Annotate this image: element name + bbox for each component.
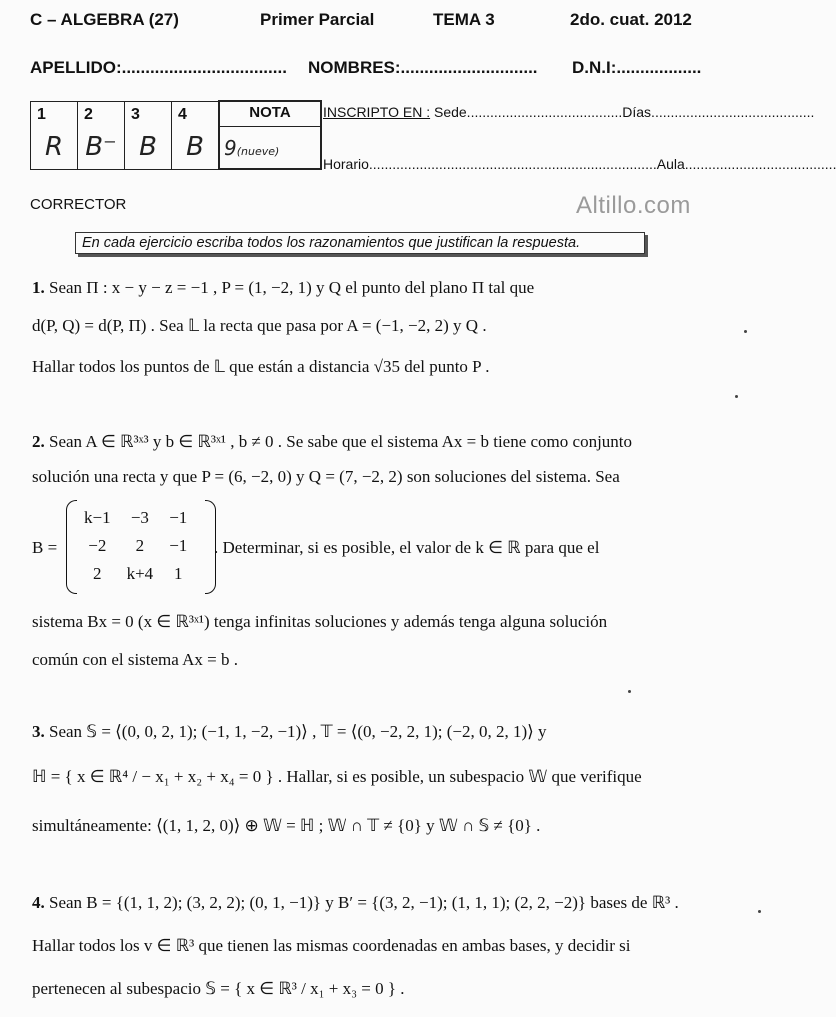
nota-divider <box>220 126 320 127</box>
exercise-2-line-4: sistema Bx = 0 (x ∈ ℝ³ˣ¹) tenga infinitas soluciones y además tenga alguna solución <box>32 612 608 631</box>
scan-speck <box>735 395 738 398</box>
final-grade <box>224 136 318 160</box>
exercise-1-line-3: Hallar todos los puntos de 𝕃 que están a distancia √35 del punto P . <box>32 357 490 376</box>
apellido-field: APELLIDO:................................... <box>30 58 287 77</box>
matrix-row <box>76 532 195 560</box>
nombres-field: NOMBRES:............................. <box>308 58 538 77</box>
exercise-3-line-1 <box>32 721 547 743</box>
grade-cell-4 <box>172 101 220 169</box>
matrix-entry: k+4 <box>126 564 154 583</box>
exercise-3-line-2: ℍ = { x ∈ ℝ⁴ / − x₁ + x₂ + x₄ = 0 } . Hallar, si es posible, un subespacio 𝕎 que verifique <box>32 767 642 786</box>
matrix-b-label: B = <box>32 538 58 557</box>
matrix-entry: −2 <box>88 536 107 555</box>
exercise-4-line-1 <box>32 892 679 914</box>
exercise-2-line-5: común con el sistema Ax = b . <box>32 650 239 669</box>
handwritten-grade: B <box>139 131 157 162</box>
nota-label: NOTA <box>249 104 291 121</box>
exercise-1-text: Sean Π : x − y − z = −1 , P = (1, −2, 1) y Q el punto del plano Π tal que <box>49 278 535 297</box>
exercise-1-line-2: d(P, Q) = d(P, Π) . Sea 𝕃 la recta que pasa por A = (−1, −2, 2) y Q . <box>32 316 487 335</box>
exam-name: Primer Parcial <box>260 10 375 29</box>
exercise-4-number: 4. <box>32 893 45 912</box>
scan-speck <box>744 330 747 333</box>
exercise-2-line-3: . Determinar, si es posible, el valor de k ∈ ℝ para que el <box>214 538 600 557</box>
exercise-1-line-1 <box>32 277 534 299</box>
exam-header <box>30 10 750 36</box>
nota-cell <box>219 101 321 169</box>
grade-cell-2 <box>78 101 125 169</box>
corrector-label: CORRECTOR <box>30 196 127 213</box>
watermark-logo: Altillo.com <box>576 192 691 219</box>
matrix-entry: −3 <box>130 508 149 527</box>
matrix-entry: 2 <box>93 564 102 583</box>
exercise-number: 1 <box>37 105 46 123</box>
matrix-entry: k−1 <box>84 508 111 527</box>
term-label: 2do. cuat. 2012 <box>570 10 692 29</box>
inscripto-label: INSCRIPTO EN : <box>323 104 431 120</box>
matrix-entry: 1 <box>173 564 183 583</box>
course-title: C – ALGEBRA (27) <box>30 10 179 29</box>
sede-dias-field: Sede........................................Días.......................................... <box>433 104 815 120</box>
exercise-3-line-3: simultáneamente: ⟨(1, 1, 2, 0)⟩ ⊕ 𝕎 = ℍ ; 𝕎 ∩ 𝕋 ≠ {0} y 𝕎 ∩ 𝕊 ≠ {0} . <box>32 816 541 835</box>
grade-cell-3 <box>125 101 172 169</box>
exercise-3-number: 3. <box>32 722 45 741</box>
matrix-row <box>76 504 195 532</box>
exercise-4-text: Sean B = {(1, 1, 2); (3, 2, 2); (0, 1, −1)} y B′ = {(3, 2, −1); (1, 1, 1); (2, 2, −2)} bases de ℝ³ . <box>49 893 679 912</box>
exercise-3-text: Sean 𝕊 = ⟨(0, 0, 2, 1); (−1, 1, −2, −1)⟩ , 𝕋 = ⟨(0, −2, 2, 1); (−2, 0, 2, 1)⟩ y <box>49 722 547 741</box>
student-id-line <box>30 58 750 82</box>
matrix-entry: 2 <box>135 536 145 555</box>
matrix-b-entries <box>76 504 195 588</box>
horario-line <box>323 156 836 172</box>
inscripto-line <box>323 104 814 120</box>
tema-label: TEMA 3 <box>433 10 495 29</box>
handwritten-grade: B⁻ <box>85 131 117 162</box>
exercise-number: 2 <box>84 105 93 123</box>
exercise-4-line-3: pertenecen al subespacio 𝕊 = { x ∈ ℝ³ / x₁ + x₃ = 0 } . <box>32 979 405 998</box>
horario-aula-field: Horario..........................................................................Aula....................................... <box>323 156 836 172</box>
handwritten-grade: R <box>44 131 64 162</box>
exercise-number: 3 <box>131 105 140 123</box>
exercise-2-line-1 <box>32 431 632 453</box>
matrix-entry: −1 <box>169 536 188 555</box>
instructions-box: En cada ejercicio escriba todos los razonamientos que justifican la respuesta. <box>75 232 645 254</box>
grades-table <box>30 100 322 170</box>
exercise-4-line-2: Hallar todos los v ∈ ℝ³ que tienen las mismas coordenadas en ambas bases, y decidir si <box>32 936 631 955</box>
exercise-2-line-2: solución una recta y que P = (6, −2, 0) y Q = (7, −2, 2) son soluciones del sistema. Sea <box>32 467 620 486</box>
matrix-entry: −1 <box>169 508 188 527</box>
final-grade-number: 9 <box>224 136 237 160</box>
exercise-number: 4 <box>178 105 187 123</box>
final-grade-words: (nueve) <box>236 145 280 158</box>
handwritten-grade: B <box>186 131 204 162</box>
scan-speck <box>628 690 631 693</box>
exercise-2-number: 2. <box>32 432 45 451</box>
scan-speck <box>758 910 761 913</box>
grade-cell-1 <box>31 101 78 169</box>
matrix-b <box>66 500 216 592</box>
exercise-1-number: 1. <box>32 278 45 297</box>
dni-field: D.N.I:.................. <box>572 58 702 77</box>
matrix-row <box>76 560 195 588</box>
exercise-2-text: Sean A ∈ ℝ³ˣ³ y b ∈ ℝ³ˣ¹ , b ≠ 0 . Se sabe que el sistema Ax = b tiene como conjunto <box>49 432 633 451</box>
